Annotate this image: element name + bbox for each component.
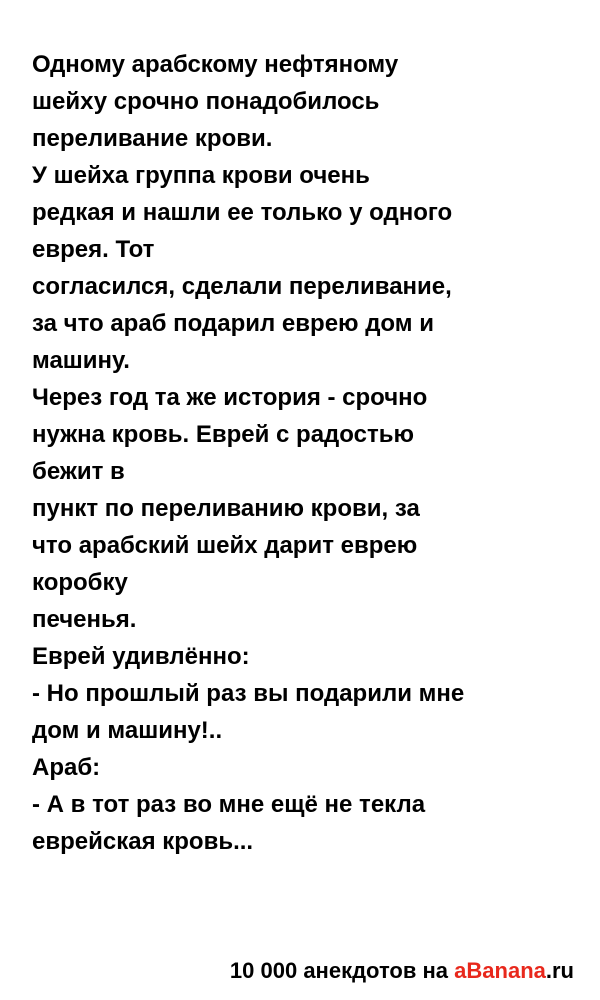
footer-credit[interactable] <box>230 957 574 985</box>
joke-line: Араб: <box>32 754 101 781</box>
joke-line: что арабский шейх дарит еврею <box>32 532 418 559</box>
joke-line: редкая и нашли ее только у одного <box>32 199 453 226</box>
joke-line: - Но прошлый раз вы подарили мне <box>32 680 465 707</box>
joke-line: шейху срочно понадобилось <box>32 88 380 115</box>
brand-domain-suffix[interactable]: .ru <box>545 958 574 983</box>
joke-line: переливание крови. <box>32 125 273 152</box>
joke-line: У шейха группа крови очень <box>32 162 370 189</box>
joke-line: коробку <box>32 569 128 596</box>
joke-line: - А в тот раз во мне ещё не текла <box>32 791 426 818</box>
brand-name-accent[interactable]: aBanana <box>454 958 546 983</box>
joke-line: Еврей удивлённо: <box>32 643 250 670</box>
joke-line: печенья. <box>32 606 137 633</box>
joke-line: машину. <box>32 347 130 374</box>
joke-line: еврея. Тот <box>32 236 155 263</box>
joke-line: пункт по переливанию крови, за <box>32 495 420 522</box>
joke-line: за что араб подарил еврею дом и <box>32 310 434 337</box>
joke-line: бежит в <box>32 458 125 485</box>
footer-prefix: 10 000 анекдотов на <box>229 958 455 983</box>
joke-line: Через год та же история - срочно <box>32 384 428 411</box>
joke-line: согласился, сделали переливание, <box>32 273 452 300</box>
joke-line: Одному арабскому нефтяному <box>32 51 399 78</box>
joke-line: дом и машину!.. <box>32 717 223 744</box>
joke-line: еврейская кровь... <box>32 828 254 855</box>
joke-text <box>32 46 572 860</box>
joke-line: нужна кровь. Еврей с радостью <box>32 421 414 448</box>
